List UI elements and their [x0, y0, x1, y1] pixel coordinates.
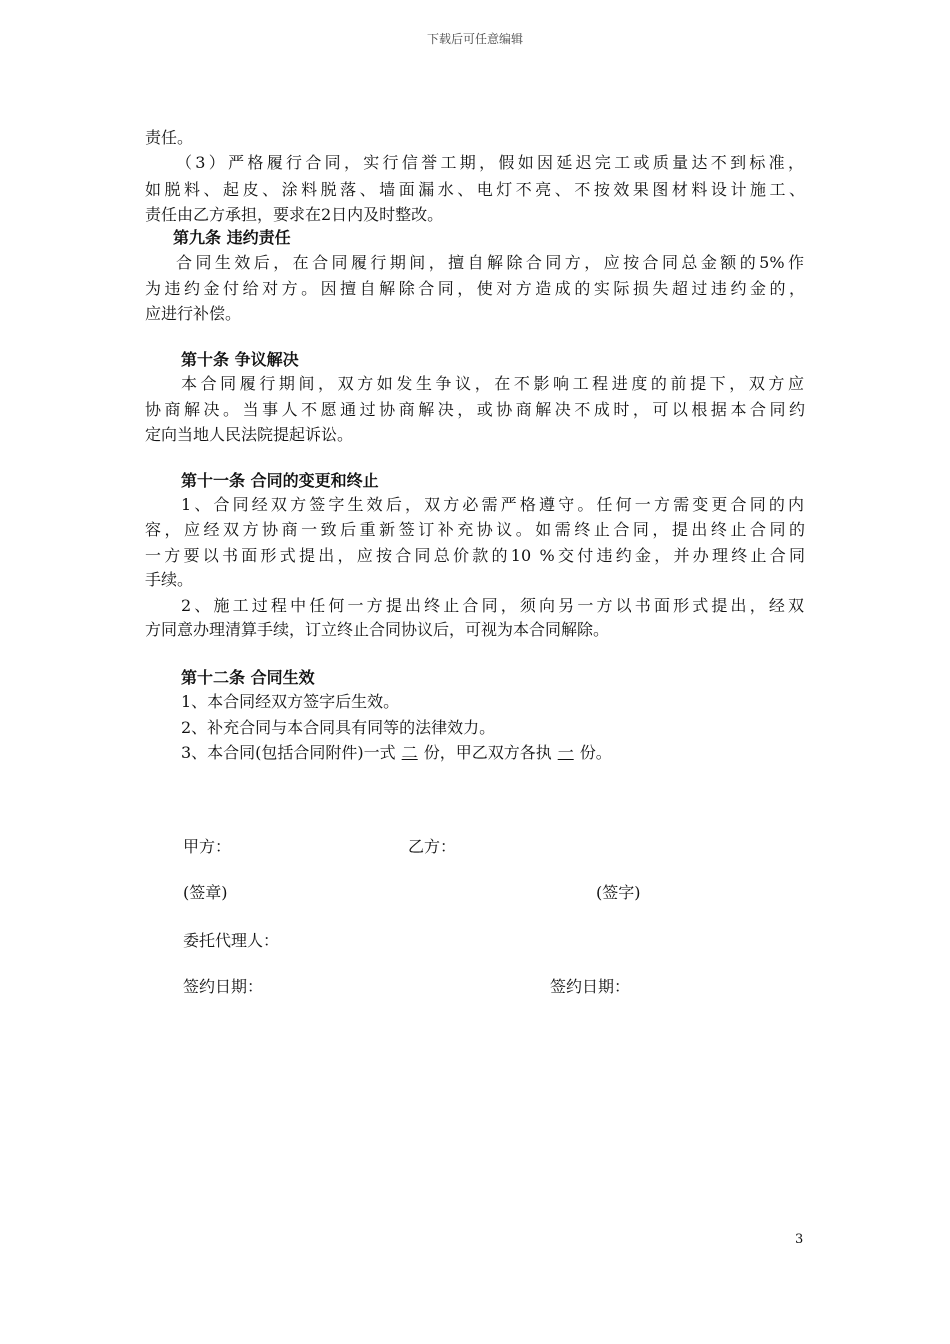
article10-line1: 本合同履行期间，双方如发生争议，在不影响工程进度的前提下，双方应 [181, 374, 804, 393]
article9-title: 第九条 违约责任 [173, 228, 291, 247]
date-a-label: 签约日期： [183, 977, 264, 996]
page-number: 3 [795, 1232, 804, 1247]
article8-line1: 责任。 [145, 128, 194, 147]
article11-p1-line4: 手续。 [145, 570, 194, 589]
article8-line4: 责任由乙方承担，要求在2日内及时整改。 [145, 205, 444, 224]
article10-line2: 协商解决。当事人不愿通过协商解决，或协商解决不成时，可以根据本合同约 [145, 400, 805, 419]
article11-p1-line2: 容，应经双方协商一致后重新签订补充协议。如需终止合同，提出终止合同的 [145, 520, 805, 539]
party-b-label: 乙方： [408, 837, 457, 856]
agent-label: 委托代理人： [183, 931, 280, 950]
article11-p2-line1: 2、施工过程中任何一方提出终止合同，须向另一方以书面形式提出，经双 [181, 596, 804, 615]
article11-p2-line2: 方同意办理清算手续，订立终止合同协议后，可视为本合同解除。 [145, 620, 610, 639]
party-a-label: 甲方： [183, 837, 232, 856]
article12-title: 第十二条 合同生效 [181, 668, 315, 687]
article11-p1-line1: 1、合同经双方签字生效后，双方必需严格遵守。任何一方需变更合同的内 [181, 495, 804, 514]
article10-line3: 定向当地人民法院提起诉讼。 [145, 425, 354, 444]
article12-item1: 1、本合同经双方签字后生效。 [181, 692, 400, 711]
article9-line3: 应进行补偿。 [145, 304, 242, 323]
article12-item3-mid: 份，甲乙双方各执 [423, 743, 552, 762]
article8-line3: 如脱料、起皮、涂料脱落、墙面漏水、电灯不亮、不按效果图材料设计施工、 [145, 180, 805, 199]
copies-total: 二 [401, 743, 418, 762]
article11-p1-line3: 一方要以书面形式提出，应按合同总价款的10 %交付违约金，并办理终止合同 [145, 546, 805, 565]
article12-item3-pre: 3、本合同(包括合同附件)一式 [181, 743, 396, 762]
date-b-label: 签约日期： [550, 977, 631, 996]
article12-item2: 2、补充合同与本合同具有同等的法律效力。 [181, 718, 496, 737]
article10-title: 第十条 争议解决 [181, 350, 299, 369]
article12-item3-post: 份。 [579, 743, 612, 762]
article12-item3 [181, 743, 612, 763]
article9-line2: 为违约金付给对方。因擅自解除合同，使对方造成的实际损失超过违约金的， [145, 279, 805, 298]
copies-each: 一 [557, 743, 574, 762]
article9-line1: 合同生效后，在合同履行期间，擅自解除合同方，应按合同总金额的5%作 [176, 253, 804, 272]
article8-line2: （3）严格履行合同，实行信誉工期，假如因延迟完工或质量达不到标准， [176, 153, 804, 172]
sign-label: (签字) [596, 883, 641, 902]
article11-title: 第十一条 合同的变更和终止 [181, 471, 379, 490]
header-note: 下载后可任意编辑 [426, 32, 523, 46]
seal-label: (签章) [183, 883, 228, 902]
